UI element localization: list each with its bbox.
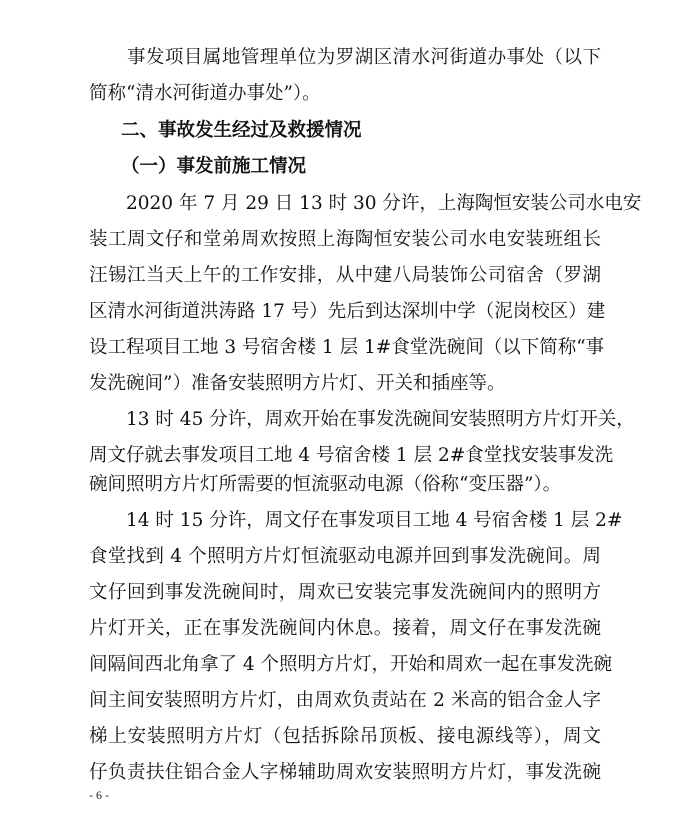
text-line: 事发项目属地管理单位为罗湖区清水河街道办事处（以下 [89, 47, 601, 68]
text-line: 装工周文仔和堂弟周欢按照上海陶恒安装公司水电安装班组长 [89, 229, 601, 250]
text-line: 梯上安装照明方片灯（包括拆除吊顶板、接电源线等），周文 [89, 726, 601, 747]
text-line: 间隔间西北角拿了 4 个照明方片灯，开始和周欢一起在事发洗碗 [89, 654, 613, 675]
text-line: 设工程项目工地 3 号宿舍楼 1 层 1#食堂洗碗间（以下简称“事 [89, 337, 605, 358]
text-line: 汪锡江当天上午的工作安排，从中建八局装饰公司宿舍（罗湖 [89, 265, 601, 286]
text-line: 2020 年 7 月 29 日 13 时 30 分许，上海陶恒安装公司水电安 [89, 193, 642, 214]
subsection-heading: （一）事发前施工情况 [121, 156, 307, 177]
text-line: 间主间安装照明方片灯，由周欢负责站在 2 米高的铝合金人字 [89, 690, 601, 711]
text-line: 周文仔就去事发项目工地 4 号宿舍楼 1 层 2#食堂找安装事发洗 [89, 445, 614, 466]
section-heading: 二、事故发生经过及救援情况 [121, 120, 362, 141]
text-line: 13 时 45 分许，周欢开始在事发洗碗间安装照明方片灯开关， [89, 409, 635, 430]
page-number: - 6 - [89, 788, 109, 802]
text-line: 文仔回到事发洗碗间时，周欢已安装完事发洗碗间内的照明方 [89, 582, 601, 603]
text-line: 区清水河街道洪涛路 17 号）先后到达深圳中学（泥岗校区）建 [89, 301, 606, 322]
text-line: 发洗碗间”）准备安装照明方片灯、开关和插座等。 [89, 373, 506, 394]
text-line: 仔负责扶住铝合金人字梯辅助周欢安装照明方片灯，事发洗碗 [89, 762, 601, 783]
text-line: 片灯开关，正在事发洗碗间内休息。接着，周文仔在事发洗碗 [89, 618, 601, 639]
text-line: 碗间照明方片灯所需要的恒流驱动电源（俗称“变压器”）。 [89, 474, 562, 495]
text-line: 14 时 15 分许，周文仔在事发项目工地 4 号宿舍楼 1 层 2# [89, 510, 623, 531]
text-line: 食堂找到 4 个照明方片灯恒流驱动电源并回到事发洗碗间。周 [89, 546, 601, 567]
text-line: 简称“清水河街道办事处”）。 [89, 83, 321, 104]
